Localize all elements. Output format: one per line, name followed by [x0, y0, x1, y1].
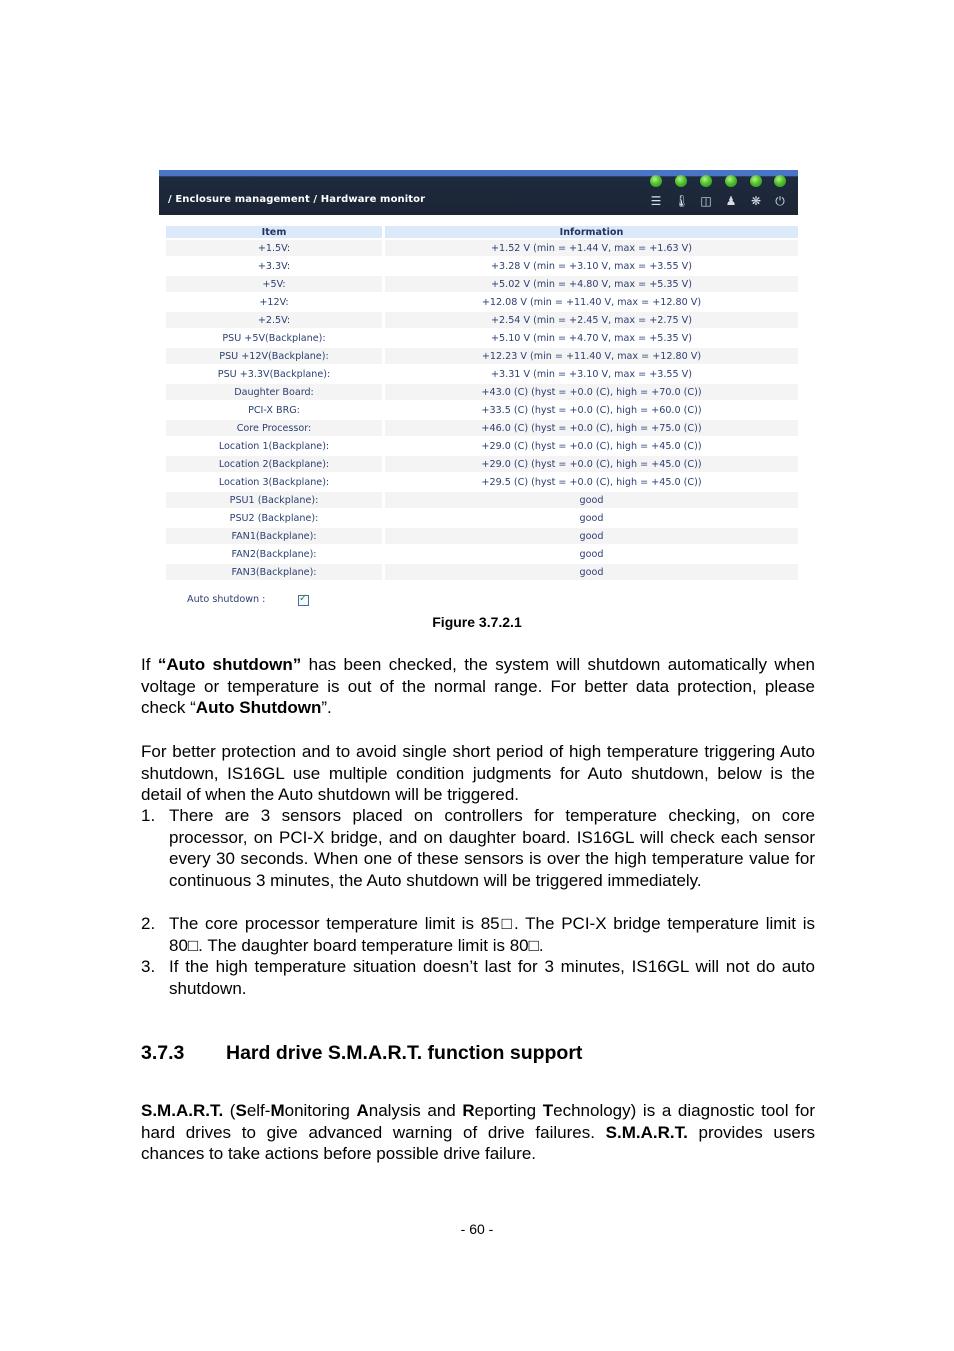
item-cell: PCI-X BRG:: [166, 402, 382, 418]
information-cell: +46.0 (C) (hyst = +0.0 (C), high = +75.0 (C)): [385, 420, 798, 436]
table-row: [166, 276, 798, 292]
column-header-item: Item: [166, 226, 382, 238]
information-cell: +1.52 V (min = +1.44 V, max = +1.63 V): [385, 240, 798, 256]
item-cell: PSU +12V(Backplane):: [166, 348, 382, 364]
status-led-icon: [750, 175, 762, 187]
table-row: [166, 312, 798, 328]
item-cell: +5V:: [166, 276, 382, 292]
storage-icon[interactable]: ◫: [700, 194, 712, 208]
table-header-row: [166, 226, 798, 238]
protection-paragraph: For better protection and to avoid single short period of high temperature triggering Auto shutdown, IS16GL use multiple condition judgments for Auto shutdown, below is the detail of when the Auto shutdown will be triggered.: [141, 742, 815, 805]
auto-shutdown-checkbox[interactable]: [298, 595, 309, 606]
item-cell: +3.3V:: [166, 258, 382, 274]
figure-caption: Figure 3.7.2.1: [432, 614, 522, 630]
information-cell: +3.31 V (min = +3.10 V, max = +3.55 V): [385, 366, 798, 382]
information-cell: +5.02 V (min = +4.80 V, max = +5.35 V): [385, 276, 798, 292]
table-row: [166, 546, 798, 562]
status-led-icon: [725, 175, 737, 187]
information-cell: +29.5 (C) (hyst = +0.0 (C), high = +45.0 (C)): [385, 474, 798, 490]
table-row: [166, 294, 798, 310]
status-led-icon: [774, 175, 786, 187]
table-row: [166, 492, 798, 508]
table-row: [166, 528, 798, 544]
table-row: [166, 456, 798, 472]
information-cell: good: [385, 528, 798, 544]
information-cell: +2.54 V (min = +2.45 V, max = +2.75 V): [385, 312, 798, 328]
item-cell: +1.5V:: [166, 240, 382, 256]
item-cell: PSU +5V(Backplane):: [166, 330, 382, 346]
checkmark-icon: ✓: [299, 593, 308, 604]
page-number: - 60 -: [460, 1221, 494, 1237]
item-cell: Location 3(Backplane):: [166, 474, 382, 490]
hardware-monitor-table: [166, 224, 798, 582]
item-cell: Core Processor:: [166, 420, 382, 436]
fan-icon[interactable]: ❋: [750, 194, 762, 208]
table-row: [166, 366, 798, 382]
information-cell: good: [385, 546, 798, 562]
information-cell: good: [385, 564, 798, 580]
table-row: [166, 348, 798, 364]
disk-stack-icon[interactable]: ☰: [650, 194, 662, 208]
person-icon[interactable]: ♟: [725, 194, 737, 208]
table-row: [166, 240, 798, 256]
item-cell: PSU +3.3V(Backplane):: [166, 366, 382, 382]
information-cell: +12.23 V (min = +11.40 V, max = +12.80 V): [385, 348, 798, 364]
table-row: [166, 402, 798, 418]
table-row: [166, 420, 798, 436]
breadcrumb[interactable]: / Enclosure management / Hardware monitor: [168, 194, 426, 205]
item-cell: FAN3(Backplane):: [166, 564, 382, 580]
table-row: [166, 474, 798, 490]
section-title: Hard drive S.M.A.R.T. function support: [226, 1042, 583, 1064]
status-led-icon: [700, 175, 712, 187]
information-cell: +33.5 (C) (hyst = +0.0 (C), high = +60.0 (C)): [385, 402, 798, 418]
hardware-monitor-screenshot: [159, 170, 798, 610]
information-cell: good: [385, 510, 798, 526]
item-cell: Location 1(Backplane):: [166, 438, 382, 454]
information-cell: +43.0 (C) (hyst = +0.0 (C), high = +70.0 (C)): [385, 384, 798, 400]
table-row: [166, 564, 798, 580]
item-cell: +2.5V:: [166, 312, 382, 328]
item-cell: Daughter Board:: [166, 384, 382, 400]
power-icon[interactable]: ⏻: [775, 194, 785, 208]
table-row: [166, 438, 798, 454]
information-cell: +12.08 V (min = +11.40 V, max = +12.80 V): [385, 294, 798, 310]
section-number: 3.7.3: [141, 1042, 185, 1064]
item-cell: FAN2(Backplane):: [166, 546, 382, 562]
thermometer-icon[interactable]: 🌡: [674, 194, 690, 208]
smart-paragraph: S.M.A.R.T. (Self-Monitoring Analysis and Reporting Technology) is a diagnostic tool for hard drives to give advanced warning of drive failures. S.M.A.R.T. provides users chances to take actions before possible drive failure.: [141, 1101, 816, 1164]
information-cell: +29.0 (C) (hyst = +0.0 (C), high = +45.0 (C)): [385, 456, 798, 472]
item-cell: PSU2 (Backplane):: [166, 510, 382, 526]
auto-shutdown-label: Auto shutdown :: [187, 594, 266, 605]
information-cell: +29.0 (C) (hyst = +0.0 (C), high = +45.0 (C)): [385, 438, 798, 454]
auto-shutdown-paragraph: If “Auto shutdown” has been checked, the system will shutdown automatically when voltage or temperature is out of the normal range. For better data protection, please check “Auto Shutdown”.: [141, 655, 815, 718]
table-row: [166, 330, 798, 346]
information-cell: +5.10 V (min = +4.70 V, max = +5.35 V): [385, 330, 798, 346]
item-cell: FAN1(Backplane):: [166, 528, 382, 544]
item-cell: +12V:: [166, 294, 382, 310]
table-row: [166, 258, 798, 274]
item-cell: Location 2(Backplane):: [166, 456, 382, 472]
table-row: [166, 510, 798, 526]
column-header-information: Information: [385, 226, 798, 238]
ui-header-bar: [159, 170, 798, 215]
table-row: [166, 384, 798, 400]
status-led-icon: [675, 175, 687, 187]
information-cell: +3.28 V (min = +3.10 V, max = +3.55 V): [385, 258, 798, 274]
status-led-icon: [650, 175, 662, 187]
item-cell: PSU1 (Backplane):: [166, 492, 382, 508]
information-cell: good: [385, 492, 798, 508]
